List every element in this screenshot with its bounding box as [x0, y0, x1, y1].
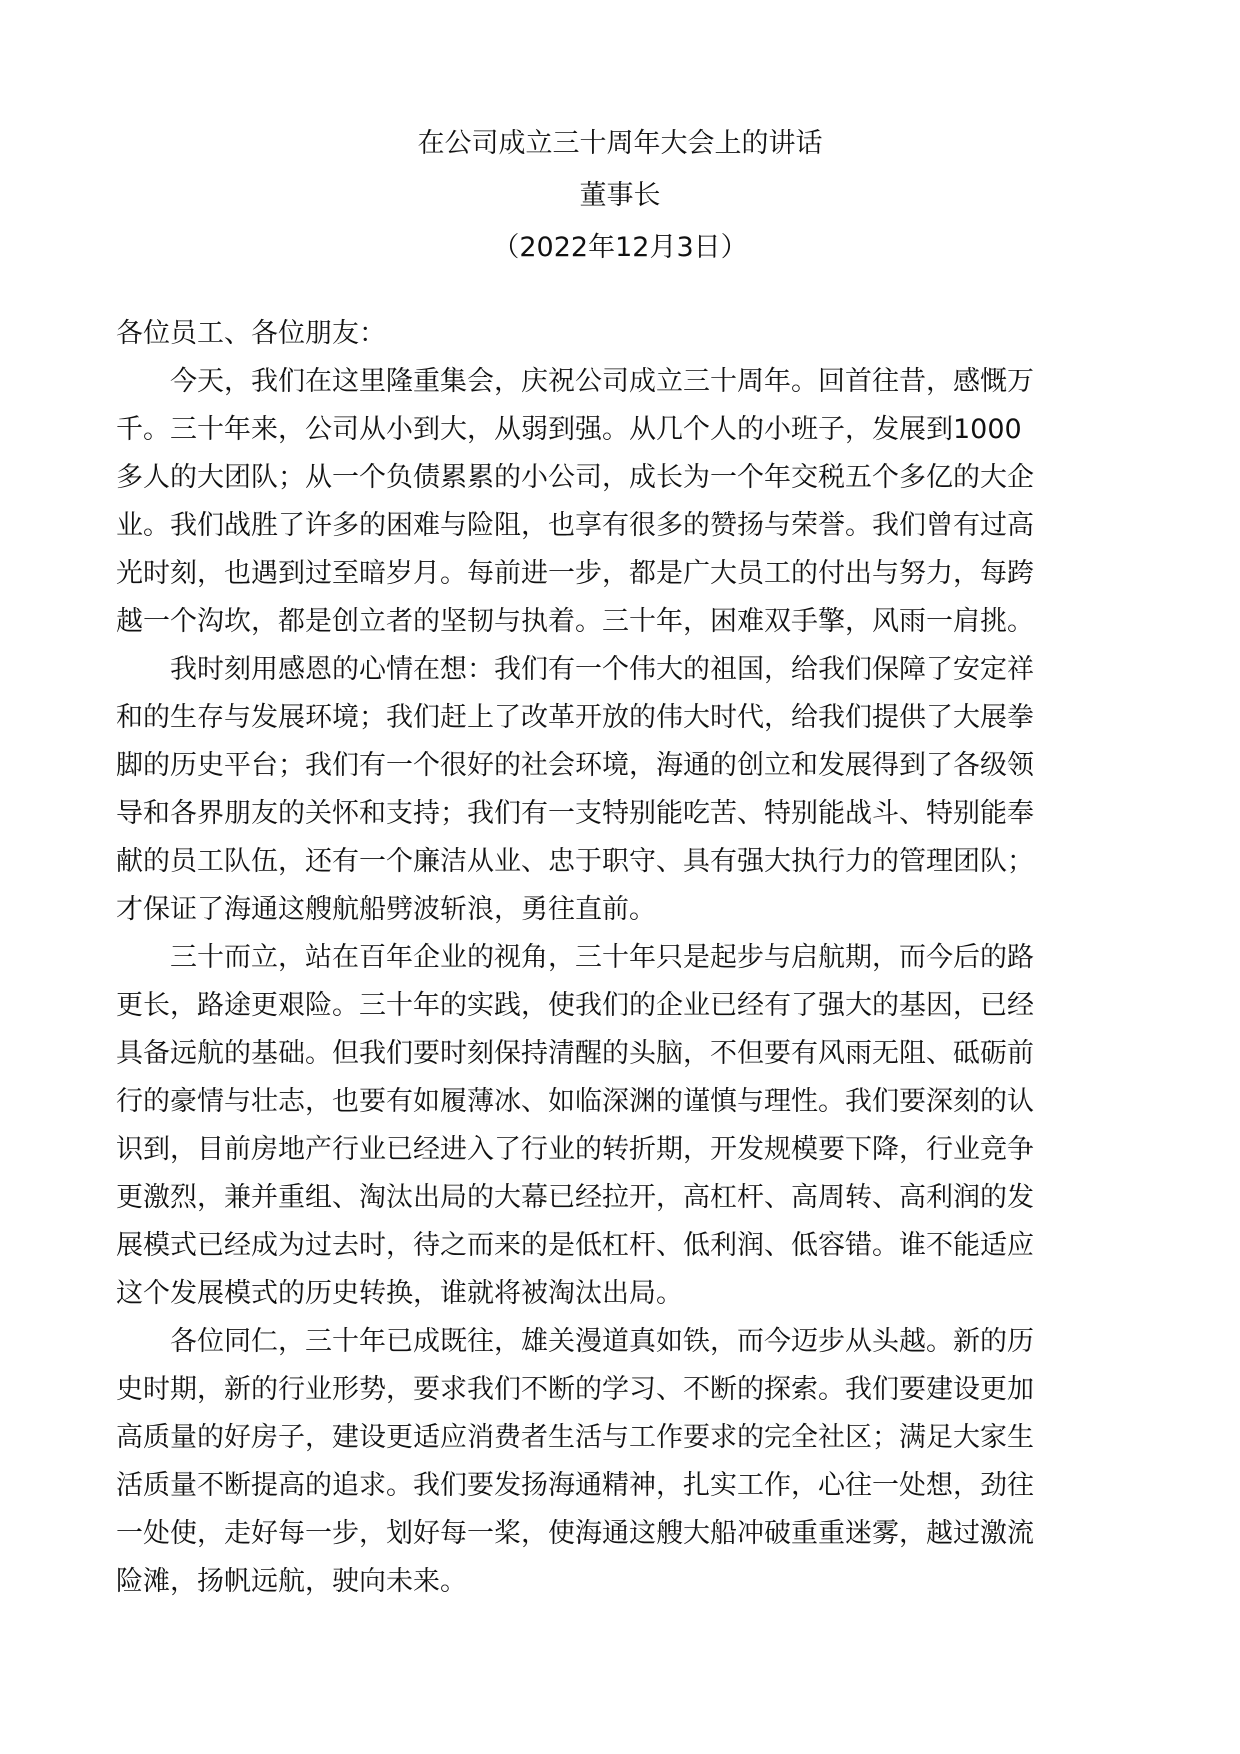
paragraph-line: 多人的大团队；从一个负债累累的小公司，成长为一个年交税五个多亿的大企: [116, 462, 1034, 493]
paragraph-1: [116, 358, 1118, 646]
speech-date: （2022年12月3日）: [492, 232, 748, 263]
paragraph-line: 业。我们战胜了许多的困难与险阻，也享有很多的赞扬与荣誉。我们曾有过高: [116, 510, 1034, 541]
paragraph-line: 具备远航的基础。但我们要时刻保持清醒的头脑，不但要有风雨无阻、砥砺前: [116, 1038, 1034, 1069]
paragraph-line: 光时刻，也遇到过至暗岁月。每前进一步，都是广大员工的付出与努力，每跨: [116, 558, 1034, 589]
paragraph-line: 一处使，走好每一步，划好每一桨，使海通这艘大船冲破重重迷雾，越过激流: [116, 1518, 1034, 1549]
paragraph-line: 才保证了海通这艘航船劈波斩浪，勇往直前。: [116, 894, 656, 925]
speech-title: 在公司成立三十周年大会上的讲话: [417, 128, 823, 159]
paragraph-line: 高质量的好房子，建设更适应消费者生活与工作要求的完全社区；满足大家生: [116, 1422, 1034, 1453]
paragraph-3: [116, 934, 1118, 1318]
paragraph-line: 更激烈，兼并重组、淘汰出局的大幕已经拉开，高杠杆、高周转、高利润的发: [116, 1182, 1034, 1213]
paragraph-line: 千。三十年来，公司从小到大，从弱到强。从几个人的小班子，发展到1000: [116, 414, 1022, 445]
paragraph-line: 越一个沟坎，都是创立者的坚韧与执着。三十年，困难双手擎，风雨一肩挑。: [116, 606, 1034, 637]
paragraph-line: 这个发展模式的历史转换，谁就将被淘汰出局。: [116, 1278, 683, 1309]
paragraph-line: 导和各界朋友的关怀和支持；我们有一支特别能吃苦、特别能战斗、特别能奉: [116, 798, 1034, 829]
paragraph-line: 三十而立，站在百年企业的视角，三十年只是起步与启航期，而今后的路: [170, 942, 1034, 973]
paragraph-line: 我时刻用感恩的心情在想：我们有一个伟大的祖国，给我们保障了安定祥: [170, 654, 1034, 685]
paragraph-line: 险滩，扬帆远航，驶向未来。: [116, 1566, 467, 1597]
paragraph-line: 行的豪情与壮志，也要有如履薄冰、如临深渊的谨慎与理性。我们要深刻的认: [116, 1086, 1034, 1117]
paragraph-line: 展模式已经成为过去时，待之而来的是低杠杆、低利润、低容错。谁不能适应: [116, 1230, 1034, 1261]
paragraph-line: 史时期，新的行业形势，要求我们不断的学习、不断的探索。我们要建设更加: [116, 1374, 1034, 1405]
paragraph-line: 识到，目前房地产行业已经进入了行业的转折期，开发规模要下降，行业竞争: [116, 1134, 1034, 1165]
paragraph-2: [116, 646, 1118, 934]
speech-body: [116, 310, 1118, 1606]
paragraph-line: 活质量不断提高的追求。我们要发扬海通精神，扎实工作，心往一处想，劲往: [116, 1470, 1034, 1501]
paragraph-line: 更长，路途更艰险。三十年的实践，使我们的企业已经有了强大的基因，已经: [116, 990, 1034, 1021]
paragraph-line: 献的员工队伍，还有一个廉洁从业、忠于职守、具有强大执行力的管理团队；: [116, 846, 1034, 877]
paragraph-line: 和的生存与发展环境；我们赶上了改革开放的伟大时代，给我们提供了大展拳: [116, 702, 1034, 733]
paragraph-line: 脚的历史平台；我们有一个很好的社会环境，海通的创立和发展得到了各级领: [116, 750, 1034, 781]
speaker-title: 董事长: [579, 180, 661, 211]
paragraph-line: 今天，我们在这里隆重集会，庆祝公司成立三十周年。回首往昔，感慨万: [170, 366, 1034, 397]
salutation: 各位员工、各位朋友：: [116, 318, 386, 349]
paragraph-4: [116, 1318, 1118, 1606]
paragraph-line: 各位同仁，三十年已成既往，雄关漫道真如铁，而今迈步从头越。新的历: [170, 1326, 1034, 1357]
document-header: [120, 118, 1120, 274]
